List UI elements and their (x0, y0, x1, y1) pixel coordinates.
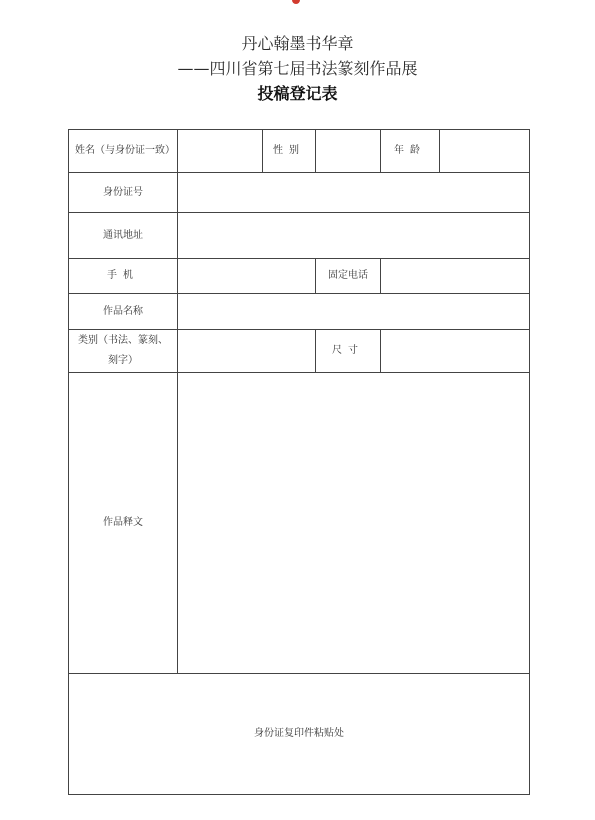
id-copy-paste-area: 身份证复印件粘贴处 (68, 673, 530, 795)
title-line-1: 丹心翰墨书华章 (241, 34, 354, 53)
age-label: 年龄 (380, 129, 440, 173)
work-title-label: 作品名称 (68, 293, 178, 330)
landline-label: 固定电话 (315, 258, 381, 294)
form-title: 投稿登记表 (257, 84, 338, 103)
gender-label: 性别 (262, 129, 316, 173)
mobile-field[interactable] (177, 258, 316, 294)
mobile-label: 手机 (68, 258, 178, 294)
size-label: 尺寸 (315, 329, 381, 373)
name-field[interactable] (177, 129, 263, 173)
work-text-field[interactable] (177, 372, 530, 674)
category-label: 类别（书法、篆刻、刻字） (68, 329, 178, 373)
title-line-2: ——四川省第七届书法篆刻作品展 (177, 59, 418, 78)
name-label: 姓名（与身份证一致） (68, 129, 178, 173)
landline-field[interactable] (380, 258, 530, 294)
address-field[interactable] (177, 212, 530, 259)
id-number-field[interactable] (177, 172, 530, 213)
address-label: 通讯地址 (68, 212, 178, 259)
work-text-label: 作品释文 (68, 372, 178, 674)
category-field[interactable] (177, 329, 316, 373)
gender-field[interactable] (315, 129, 381, 173)
size-field[interactable] (380, 329, 530, 373)
top-red-mark (292, 0, 300, 4)
work-title-field[interactable] (177, 293, 530, 330)
age-field[interactable] (439, 129, 530, 173)
id-number-label: 身份证号 (68, 172, 178, 213)
